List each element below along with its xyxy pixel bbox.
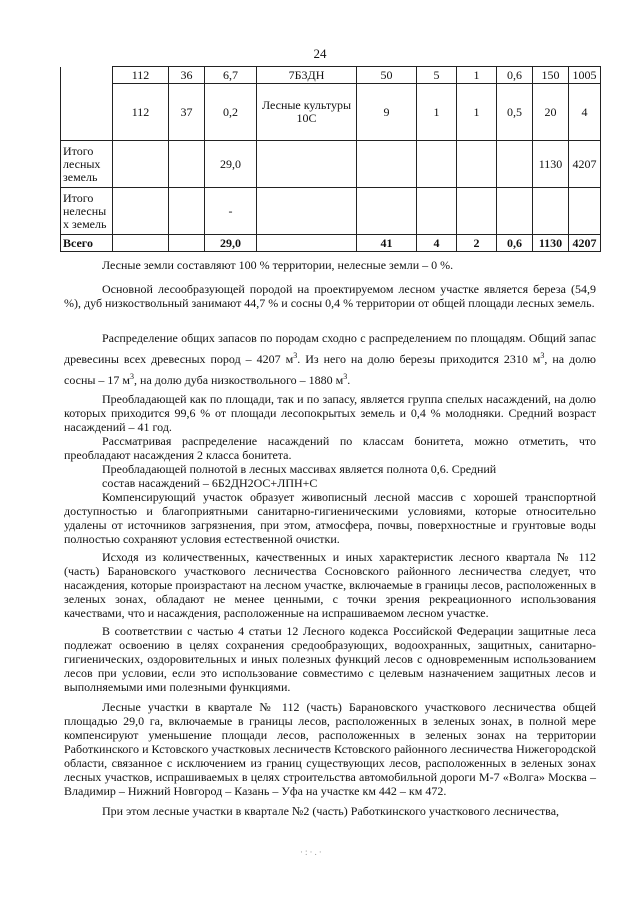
table-cell: 1130 (533, 235, 569, 252)
paragraph: Рассматривая распределение насаждений по классам бонитета, можно отметить, что преобладают насаждения 2 класса бонитета. (64, 434, 596, 462)
table-row (61, 84, 601, 141)
table-cell: 0,5 (497, 84, 533, 141)
table-cell (533, 188, 569, 235)
table-cell (169, 141, 205, 188)
paragraph: Основной лесообразующей породой на проектируемом лесном участке является береза (54,9 %), дуб низкоствольный занимают 44,7 % и сосны 0,4 % территории от общей площади лесных земель. (64, 282, 596, 310)
table-cell (457, 141, 497, 188)
table-cell (417, 141, 457, 188)
table-cell: 4207 (569, 141, 601, 188)
table-cell: 1 (457, 84, 497, 141)
row-label-cell: Итого лесных земель (61, 141, 113, 188)
table-cell: - (205, 188, 257, 235)
paragraph: Лесные участки в квартале № 112 (часть) Барановского участкового лесничества общей площадью 29,0 га, включаемые в границы лесов, расположенных в зеленых зонах, в полной мере компенсируют уменьшение площади лесов, расположенных в зеленых зонах на территории Работкинского и Кстовского участковых лесничеств Кстовского районного лесничества Нижегородской области, связанное с исключением из границ существующих лесов, расположенных в зеленых зонах лесных участков, испрашиваемых в целях строительства автомобильной дороги М-7 «Волга» Москва – Владимир – Нижний Новгород – Казань – Уфа на участке км 442 – км 472. (64, 700, 596, 798)
superscript: 3 (540, 351, 545, 360)
paragraph: В соответствии с частью 4 статьи 12 Лесного кодекса Российской Федерации защитные леса подлежат освоению в целях сохранения средообразующих, водоохранных, защитных, санитарно-гигиенических, оздоровительных и иных полезных функций лесов с одновременным использованием лесов при условии, если это использование совместимо с целевым назначением защитных лесов и выполняемыми ими полезными функциями. (64, 624, 596, 694)
text-run: Распределение общих запасов по породам сходно с распределением по площадям. Общий запас древесины всех древесных пород – 4207 м (64, 331, 596, 366)
table-cell: 9 (357, 84, 417, 141)
row-label-cell (61, 84, 113, 141)
scan-noise: ·:·.· (300, 847, 324, 857)
table-cell: 0,6 (497, 235, 533, 252)
table-cell: 29,0 (205, 235, 257, 252)
table-cell (169, 188, 205, 235)
table-cell: 150 (533, 67, 569, 84)
paragraph (64, 330, 596, 389)
text-block-4 (64, 392, 596, 818)
row-label-cell: Итого нелесны х земель (61, 188, 113, 235)
table-cell: 0,2 (205, 84, 257, 141)
superscript: 3 (293, 351, 298, 360)
table-cell: Лесные культуры 10С (257, 84, 357, 141)
table-cell: 0,6 (497, 67, 533, 84)
paragraph: Преобладающей полнотой в лесных массивах является полнота 0,6. Средний (102, 462, 497, 476)
text-block-1 (64, 258, 596, 272)
table-cell: 7Б3ДН (257, 67, 357, 84)
table-cell: 5 (417, 67, 457, 84)
text-block-2 (64, 282, 596, 310)
table-cell: 29,0 (205, 141, 257, 188)
table-cell (113, 188, 169, 235)
table-cell: 1 (457, 67, 497, 84)
table-cell: 112 (113, 84, 169, 141)
table-cell: 112 (113, 67, 169, 84)
table-cell (457, 188, 497, 235)
table-cell (497, 188, 533, 235)
paragraph: Исходя из количественных, качественных и иных характеристик лесного квартала № 112 (часть) Барановского участкового лесничества Сосновского районного лесничества следует, что насаждения, которые произрастают на лесном участке, включаемые в границы лесов, расположенных в зеленых зонах, обладают не менее ценными, с точки зрения рекреационного использования качествами, что и насаждения, расположенные на испрашиваемом лесном участке. (64, 550, 596, 620)
text-run: , на долю дуба низкоствольного – 1880 м (134, 373, 344, 387)
row-label-cell: Всего (61, 235, 113, 252)
table-cell (169, 235, 205, 252)
paragraph: Лесные земли составляют 100 % территории, нелесные земли – 0 %. (102, 258, 454, 272)
table-cell: 1005 (569, 67, 601, 84)
table-cell: 41 (357, 235, 417, 252)
table-cell (357, 188, 417, 235)
page-number: 24 (313, 46, 327, 61)
table-row (61, 235, 601, 252)
table-cell: 50 (357, 67, 417, 84)
paragraph: Компенсирующий участок образует живописный лесной массив с хорошей транспортной доступностью и благоприятными санитарно-гигиеническими условиями, которые относительно удалены от источников загрязнения, при этом, атмосфера, почвы, поверхностные и грунтовые воды полностью сохраняют условия естественной очистки. (64, 490, 596, 546)
inventory-table (60, 66, 600, 252)
table-cell: 20 (533, 84, 569, 141)
superscript: 3 (343, 372, 348, 381)
superscript: 3 (130, 372, 135, 381)
paragraph: Преобладающей как по площади, так и по запасу, является группа спелых насаждений, на долю которых приходится 99,6 % от площади лесопокрытых земель и 0,4 % молодняки. Средний возраст насаждений – 41 год. (64, 392, 596, 434)
paragraph: состав насаждений – 6Б2ДН2ОС+ЛПН+С (102, 476, 318, 490)
table-cell (497, 141, 533, 188)
table-cell: 1130 (533, 141, 569, 188)
text-run: . Из него на долю березы приходится 2310 м (297, 352, 541, 366)
table-cell (257, 141, 357, 188)
table-cell (417, 188, 457, 235)
text-block-3 (64, 330, 596, 389)
table-cell: 2 (457, 235, 497, 252)
table-cell (113, 141, 169, 188)
table-cell: 4207 (569, 235, 601, 252)
table-row (61, 188, 601, 235)
text-run: , на долю сосны – 17 м (64, 352, 597, 387)
table-row (61, 141, 601, 188)
table-row (61, 67, 601, 84)
table-cell: 4 (569, 84, 601, 141)
table-cell (113, 235, 169, 252)
table-cell (357, 141, 417, 188)
table-cell: 4 (417, 235, 457, 252)
table-cell (569, 188, 601, 235)
table-cell: 36 (169, 67, 205, 84)
paragraph: При этом лесные участки в квартале №2 (часть) Работкинского участкового лесничества, (102, 804, 560, 818)
row-label-cell (61, 67, 113, 84)
text-run: . (347, 373, 351, 387)
table-cell: 1 (417, 84, 457, 141)
table-cell: 37 (169, 84, 205, 141)
table-cell (257, 235, 357, 252)
table-cell (257, 188, 357, 235)
table-cell: 6,7 (205, 67, 257, 84)
